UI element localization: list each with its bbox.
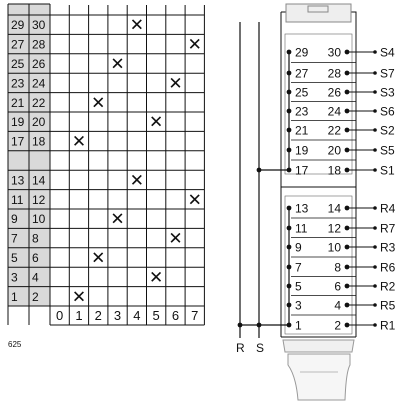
terminal-number: 8 bbox=[334, 260, 341, 275]
terminal-number: 24 bbox=[327, 104, 341, 119]
closed-contact-mark: ✕ bbox=[187, 35, 202, 55]
contact-number: 20 bbox=[32, 115, 46, 130]
contact-number: 21 bbox=[11, 95, 25, 110]
closed-contact-mark: ✕ bbox=[129, 170, 144, 190]
output-dot bbox=[373, 109, 377, 113]
position-label: 1 bbox=[75, 308, 83, 323]
terminal-dot bbox=[287, 303, 292, 308]
position-label: 7 bbox=[191, 308, 199, 323]
contact-number: 26 bbox=[32, 57, 46, 71]
output-label: S1 bbox=[380, 163, 395, 178]
contact-number: 6 bbox=[32, 251, 39, 265]
terminal-dot bbox=[287, 206, 292, 211]
contact-number: 30 bbox=[32, 18, 46, 33]
terminal-number: 30 bbox=[327, 45, 341, 60]
contact-number: 3 bbox=[11, 270, 18, 285]
terminal-number: 18 bbox=[327, 163, 341, 178]
contact-number: 12 bbox=[32, 192, 46, 207]
contact-number: 7 bbox=[11, 231, 18, 246]
contact-number: 25 bbox=[11, 57, 25, 71]
terminal-number: 22 bbox=[327, 123, 341, 138]
contact-number: 10 bbox=[32, 212, 46, 227]
terminal-number: 2 bbox=[334, 318, 341, 333]
contact-number: 27 bbox=[11, 37, 25, 52]
terminal-number: 27 bbox=[295, 66, 309, 81]
output-label: R1 bbox=[380, 318, 396, 333]
contact-number: 18 bbox=[32, 134, 46, 149]
terminal-number: 9 bbox=[295, 240, 302, 255]
terminal-number: 7 bbox=[295, 260, 302, 275]
contact-number: 23 bbox=[11, 76, 25, 91]
output-label: R6 bbox=[380, 260, 396, 275]
terminal-number: 6 bbox=[334, 279, 341, 294]
output-dot bbox=[373, 245, 377, 249]
terminal-number: 26 bbox=[327, 85, 341, 100]
contact-number: 1 bbox=[11, 289, 18, 304]
terminal-dot bbox=[287, 168, 292, 173]
closed-contact-mark: ✕ bbox=[91, 248, 106, 268]
output-label: R5 bbox=[380, 298, 396, 313]
output-label: S4 bbox=[380, 45, 395, 60]
output-dot bbox=[373, 265, 377, 269]
terminal-dot bbox=[287, 50, 292, 55]
terminal-number: 12 bbox=[327, 221, 341, 236]
terminal-dot bbox=[287, 109, 292, 114]
contact-number: 29 bbox=[11, 18, 25, 33]
position-label: 3 bbox=[113, 308, 122, 323]
output-dot bbox=[373, 284, 377, 288]
closed-contact-mark: ✕ bbox=[71, 132, 87, 152]
contact-number: 11 bbox=[11, 192, 24, 207]
output-dot bbox=[373, 128, 377, 132]
terminal-number: 4 bbox=[334, 298, 341, 313]
terminal-dot bbox=[287, 265, 292, 270]
contact-number: 4 bbox=[32, 270, 39, 285]
terminal-number: 17 bbox=[295, 163, 309, 178]
contact-number: 2 bbox=[32, 289, 39, 304]
contact-number: 13 bbox=[11, 173, 25, 188]
output-label: R4 bbox=[380, 201, 396, 216]
output-dot bbox=[373, 50, 377, 54]
closed-contact-mark: ✕ bbox=[187, 190, 202, 210]
terminal-dot bbox=[287, 226, 292, 231]
closed-contact-mark: ✕ bbox=[168, 229, 183, 249]
output-dot bbox=[373, 90, 377, 94]
output-label: S7 bbox=[380, 66, 395, 81]
contact-number: 22 bbox=[32, 95, 46, 110]
closed-contact-mark: ✕ bbox=[149, 112, 164, 132]
bus-label-s: S bbox=[256, 341, 265, 355]
terminal-dot bbox=[287, 90, 292, 95]
contact-number: 28 bbox=[32, 37, 46, 52]
switch-knob bbox=[288, 354, 350, 400]
output-label: S3 bbox=[380, 85, 395, 100]
contact-number: 17 bbox=[11, 134, 25, 149]
closed-contact-mark: ✕ bbox=[91, 93, 106, 113]
terminal-number: 28 bbox=[327, 66, 341, 81]
output-dot bbox=[373, 148, 377, 152]
output-label: S2 bbox=[380, 123, 395, 138]
output-label: R3 bbox=[380, 240, 396, 255]
switch-body-outline bbox=[281, 12, 356, 337]
closed-contact-mark: ✕ bbox=[110, 209, 125, 229]
terminal-number: 29 bbox=[295, 45, 309, 60]
position-label: 5 bbox=[152, 308, 160, 323]
position-label: 2 bbox=[94, 308, 102, 323]
output-dot bbox=[373, 206, 377, 210]
output-label: R7 bbox=[380, 221, 396, 236]
switch-cap bbox=[286, 4, 351, 22]
contact-number: 14 bbox=[32, 173, 46, 188]
output-label: R2 bbox=[380, 279, 396, 294]
terminal-dot bbox=[287, 284, 292, 289]
position-label: 6 bbox=[171, 308, 180, 323]
terminal-number: 11 bbox=[295, 221, 308, 236]
terminal-dot bbox=[287, 245, 292, 250]
contact-number: 24 bbox=[32, 76, 46, 91]
closed-contact-mark: ✕ bbox=[110, 54, 125, 74]
figure-number: 625 bbox=[8, 340, 22, 349]
terminal-number: 5 bbox=[295, 279, 302, 294]
output-dot bbox=[373, 168, 377, 172]
junction-dot bbox=[257, 323, 262, 328]
position-label: 0 bbox=[56, 308, 64, 323]
switching-table bbox=[8, 4, 204, 325]
closed-contact-mark: ✕ bbox=[149, 267, 164, 287]
output-label: S5 bbox=[380, 143, 395, 158]
junction-dot bbox=[257, 168, 262, 173]
closed-contact-mark: ✕ bbox=[168, 73, 183, 93]
terminal-number: 20 bbox=[327, 143, 341, 158]
terminal-number: 14 bbox=[327, 201, 341, 216]
terminal-number: 23 bbox=[295, 104, 309, 119]
terminal-number: 3 bbox=[295, 298, 302, 313]
terminal-dot bbox=[287, 71, 292, 76]
terminal-dot bbox=[287, 148, 292, 153]
contact-number: 8 bbox=[32, 231, 39, 246]
contact-number: 5 bbox=[11, 251, 18, 265]
closed-contact-mark: ✕ bbox=[71, 287, 87, 307]
switch-shaft-collar bbox=[283, 340, 354, 352]
bus-label-r: R bbox=[236, 341, 245, 355]
contact-number: 9 bbox=[11, 212, 18, 227]
terminal-number: 19 bbox=[295, 143, 309, 158]
output-label: S6 bbox=[380, 104, 395, 119]
junction-dot bbox=[238, 323, 243, 328]
terminal-number: 1 bbox=[295, 318, 302, 333]
terminal-dot bbox=[287, 323, 292, 328]
position-label: 4 bbox=[133, 308, 141, 323]
terminal-number: 25 bbox=[295, 85, 309, 100]
terminal-number: 13 bbox=[295, 201, 309, 216]
output-dot bbox=[373, 303, 377, 307]
closed-contact-mark: ✕ bbox=[129, 15, 144, 35]
output-dot bbox=[373, 226, 377, 230]
terminal-dot bbox=[287, 128, 292, 133]
output-dot bbox=[373, 71, 377, 75]
output-dot bbox=[373, 323, 377, 327]
terminal-number: 10 bbox=[327, 240, 341, 255]
contact-number: 19 bbox=[11, 115, 25, 130]
terminal-number: 21 bbox=[295, 123, 309, 138]
